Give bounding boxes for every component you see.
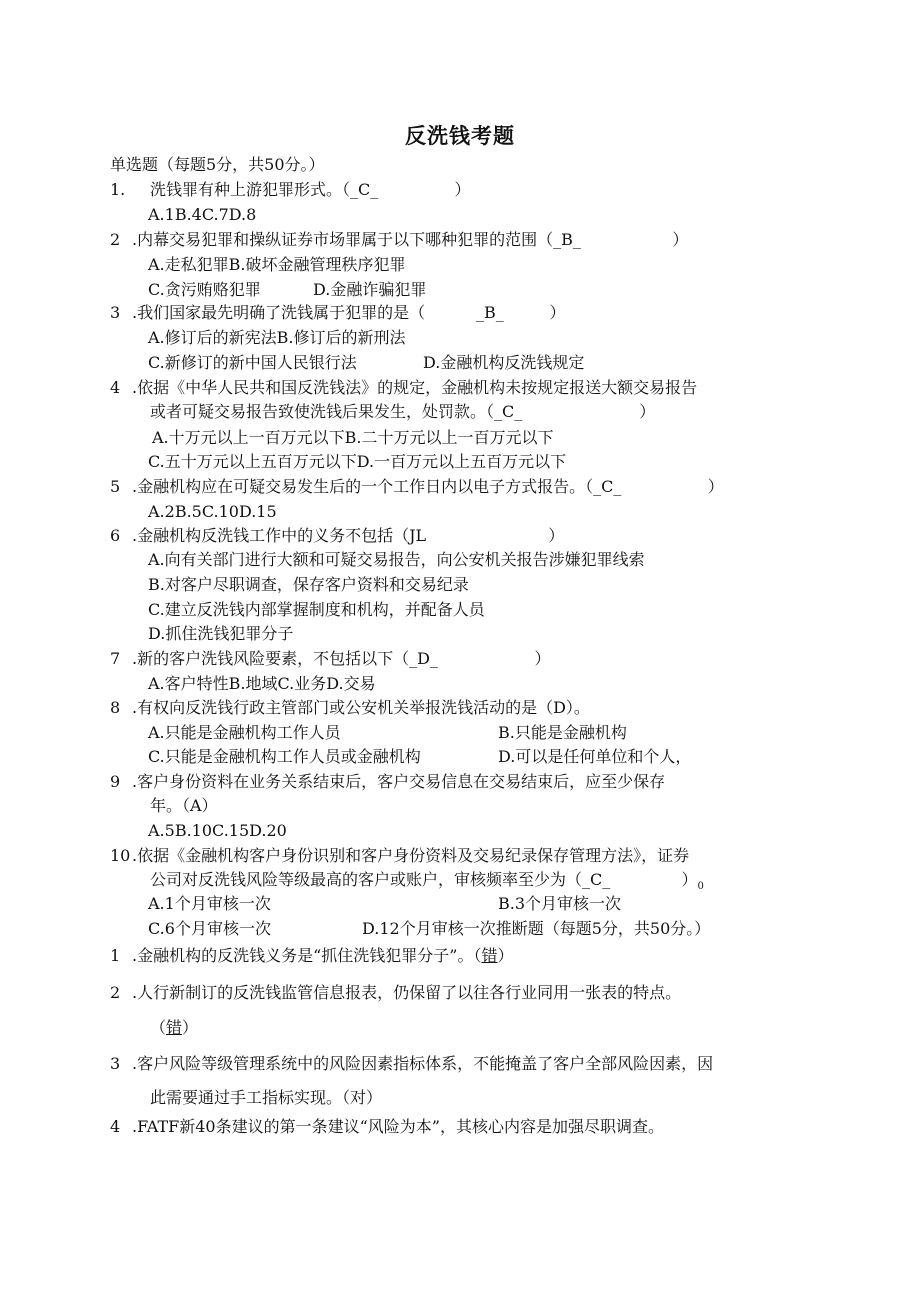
judgment-text: .客户风险等级管理系统中的风险因素指标体系，不能掩盖了客户全部风险因素，因 [132, 1054, 714, 1073]
question-stem-continued: 年。（A） [150, 796, 218, 815]
question-option: C.6个月审核一次 [148, 919, 271, 938]
question-option: C.新修订的新中国人民银行法 [148, 353, 357, 372]
question-option: A.1B.4C.7D.8 [148, 205, 257, 224]
question-stem-continued: 或者可疑交易报告致使洗钱后果发生，处罚款。（_C_ ） [150, 402, 656, 421]
question-number: 10 [110, 846, 131, 865]
judgment-number: 3 [110, 1054, 121, 1073]
question-option: D.金融诈骗犯罪 [313, 280, 427, 299]
question-stem: 洗钱罪有种上游犯罪形式。（_C_ ） [150, 180, 471, 199]
question-option: C.五十万元以上五百万元以下D.一百万元以上五百万元以下 [148, 452, 567, 471]
judgment-number: 4 [110, 1117, 121, 1136]
judgment-text: .金融机构的反洗钱义务是“抓住洗钱犯罪分子”。（错） [132, 946, 514, 965]
question-option: D.金融机构反洗钱规定 [423, 353, 585, 372]
question-option: D.12个月审核一次推断题（每题5分，共50分。） [362, 919, 711, 938]
judgment-answer: 错 [166, 1018, 183, 1037]
question-option: A.2B.5C.10D.15 [148, 502, 277, 521]
question-stem: .新的客户洗钱风险要素，不包括以下（_D_ ） [132, 649, 551, 668]
question-stem: .依据《金融机构客户身份识别和客户身份资料及交易纪录保存管理方法》，证券 [132, 846, 690, 865]
question-number: 9 [110, 772, 121, 791]
question-option: B.3个月审核一次 [498, 894, 622, 913]
question-number: 1. [110, 180, 126, 199]
question-option: A.向有关部门进行大额和可疑交易报告，向公安机关报告涉嫌犯罪线索 [148, 550, 645, 569]
section-heading-single-choice: 单选题（每题5分，共50分。） [110, 155, 325, 174]
question-stem: .内幕交易犯罪和操纵证券市场罪属于以下哪种犯罪的范围（_B_ ） [132, 230, 689, 249]
judgment-number: 1 [110, 946, 121, 965]
question-option: A.只能是金融机构工作人员 [148, 723, 341, 742]
question-option: A.修订后的新宪法B.修订后的新刑法 [148, 328, 406, 347]
subscript-mark: 0 [697, 881, 704, 892]
question-stem-continued: 公司对反洗钱风险等级最高的客户或账户，审核频率至少为（_C_ ）$_0$ [150, 870, 704, 892]
question-option: A.5B.10C.15D.20 [148, 821, 287, 840]
question-option: B.只能是金融机构 [498, 723, 627, 742]
question-option: A.十万元以上一百万元以下B.二十万元以上一百万元以下 [152, 428, 554, 447]
question-number: 2 [110, 230, 121, 249]
judgment-text-continued: （错） [150, 1018, 199, 1037]
question-option: A.1个月审核一次 [148, 894, 271, 913]
judgment-number: 2 [110, 983, 121, 1002]
question-number: 4 [110, 378, 121, 397]
question-option: D.抓住洗钱犯罪分子 [148, 624, 294, 643]
document-title: 反洗钱考题 [405, 124, 515, 148]
question-stem: .金融机构反洗钱工作中的义务不包括（JL ） [132, 526, 565, 545]
question-stem: .依据《中华人民共和国反洗钱法》的规定，金融机构未按规定报送大额交易报告 [132, 378, 698, 397]
judgment-answer: 错 [481, 946, 498, 965]
question-stem: .金融机构应在可疑交易发生后的一个工作日内以电子方式报告。（_C_ ） [132, 477, 724, 496]
question-stem: .客户身份资料在业务关系结束后，客户交易信息在交易结束后，应至少保存 [132, 772, 666, 791]
judgment-text: .人行新制订的反洗钱监管信息报表，仍保留了以往各行业同用一张表的特点。 [132, 983, 682, 1002]
question-number: 5 [110, 477, 121, 496]
question-option: A.客户特性B.地域C.业务D.交易 [148, 674, 376, 693]
question-number: 3 [110, 303, 121, 322]
question-stem: .有权向反洗钱行政主管部门或公安机关举报洗钱活动的是（D）。 [132, 698, 590, 717]
question-option: C.建立反洗钱内部掌握制度和机构，并配备人员 [148, 600, 485, 619]
question-number: 6 [110, 526, 121, 545]
judgment-text-continued: 此需要通过手工指标实现。（对） [150, 1088, 383, 1107]
question-option: A.走私犯罪B.破坏金融管理秩序犯罪 [148, 255, 406, 274]
question-stem: .我们国家最先明确了洗钱属于犯罪的是（ _B_ ） [132, 303, 566, 322]
question-option: B.对客户尽职调查，保存客户资料和交易纪录 [148, 575, 469, 594]
question-number: 8 [110, 698, 121, 717]
question-option: C.贪污贿赂犯罪 [148, 280, 261, 299]
question-number: 7 [110, 649, 121, 668]
judgment-text: .FATF新40条建议的第一条建议“风险为本”，其核心内容是加强尽职调查。 [132, 1117, 664, 1136]
question-option: C.只能是金融机构工作人员或金融机构 [148, 747, 421, 766]
question-option: D.可以是任何单位和个人， [498, 747, 692, 766]
